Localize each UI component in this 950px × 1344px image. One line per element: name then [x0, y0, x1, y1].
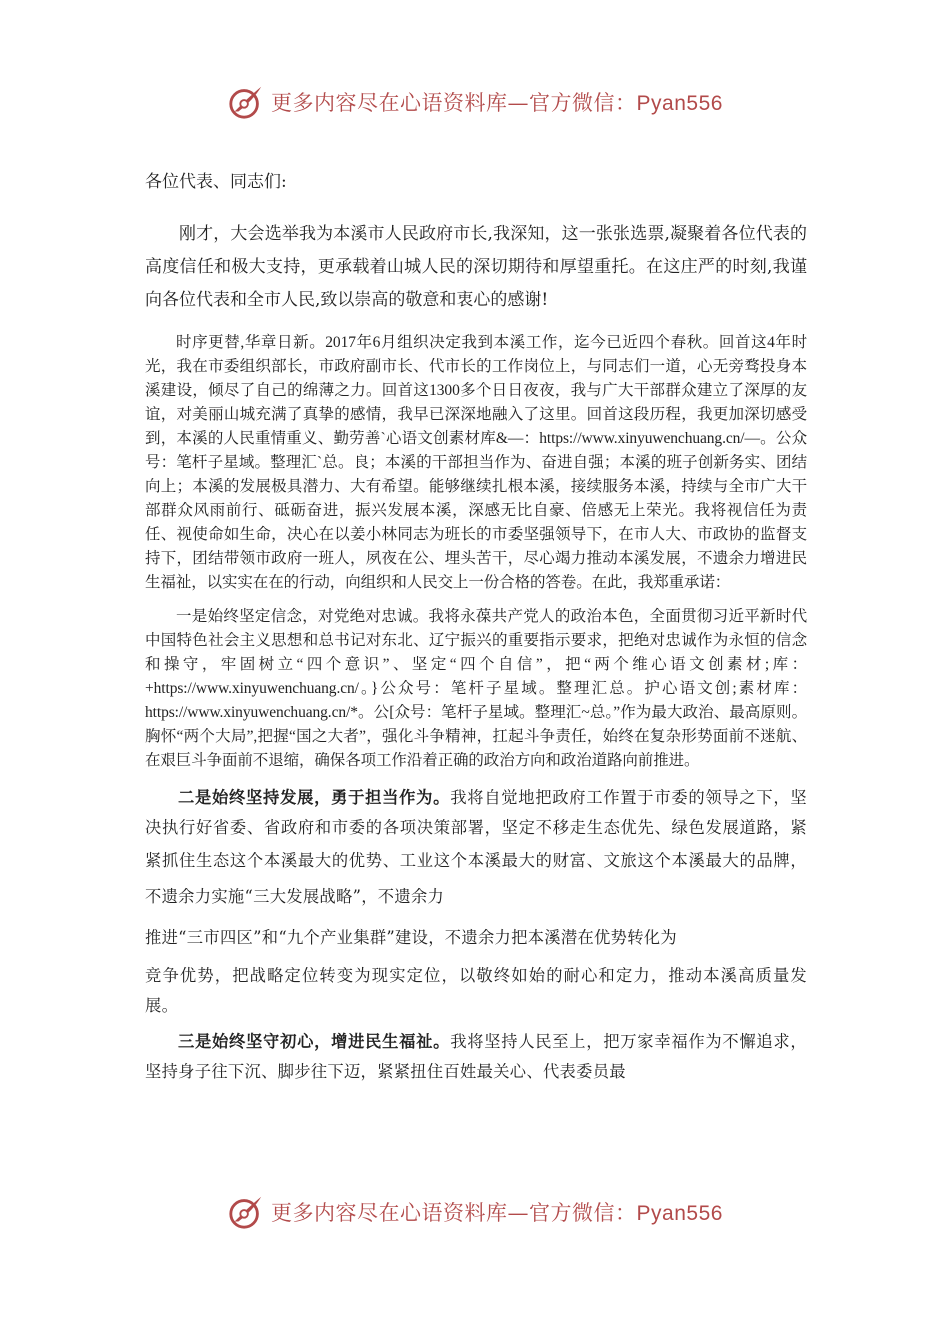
- paragraph-3: 一是始终坚定信念，对党绝对忠诚。我将永葆共产党人的政治本色，全面贯彻习近平新时代中国特色社会主义思想和总书记对东北、辽宁振兴的重要指示要求，把绝对忠诚作为永恒的信念和操守，牢固树立“四个意识”、坚定“四个自信”，把“两个维心语文创素材;库：+https://www.xinyuwenchuang.cn/。}公众号：笔杆子星域。整理汇总。护心语文创;素材库：https://www.xinyuwenchuang.cn/*。公[众号：笔杆子星域。整理汇~总。”作为最大政治、最高原则。胸怀“两个大局”,把握“国之大者”，强化斗争精神，扛起斗争责任，始终在复杂形势面前不迷航、在艰巨斗争面前不退缩，确保各项工作沿着正确的政治方向和政治道路向前推进。: [145, 608, 807, 769]
- feather-pen-logo-icon: [227, 1193, 265, 1231]
- paragraph-5-heading: 三是始终坚守初心，增进民生福祉。: [178, 1032, 451, 1051]
- banner-wechat-id: Pyan556: [636, 1202, 723, 1225]
- paragraph-4: [145, 783, 807, 1021]
- banner-wechat-id: Pyan556: [636, 92, 723, 115]
- banner-text-cn: 更多内容尽在心语资料库—官方微信：: [271, 1201, 637, 1225]
- footer-banner: [0, 1192, 950, 1232]
- paragraph-2: 时序更替,华章日新。2017年6月组织决定我到本溪工作，迄今已近四个春秋。回首这4年时光，我在市委组织部长，市政府副市长、代市长的工作岗位上，与同志们一道，心无旁骛投身本溪建设，倾尽了自己的绵薄之力。回首这1300多个日日夜夜，我与广大干部群众建立了深厚的友谊，对美丽山城充满了真挚的感情，我早已深深地融入了这里。回首这段历程，我更加深切感受到，本溪的人民重情重义、勤劳善`心语文创素材库&—：https://www.xinyuwenchuang.cn/—。公众号：笔杆子星域。整理汇`总。良；本溪的干部担当作为、奋进自强；本溪的班子创新务实、团结向上；本溪的发展极具潜力、大有希望。能够继续扎根本溪，接续服务本溪，持续与全市广大干部群众风雨前行、砥砺奋进，振兴发展本溪，深感无比自豪、倍感无上荣光。我将视信任为责任、视使命如生命，决心在以姜小林同志为班长的市委坚强领导下，在市人大、市政协的监督支持下，团结带领市政府一班人，夙夜在公、埋头苦干，尽心竭力推动本溪发展，不遗余力增进民生福祉，以实实在在的行动，向组织和人民交上一份合格的答卷。在此，我郑重承诺：: [145, 334, 808, 591]
- feather-pen-logo-icon: [227, 83, 265, 121]
- banner-text: [271, 87, 723, 117]
- paragraph-1: 刚才，大会选举我为本溪市人民政府市长,我深知，这一张张选票,凝聚着各位代表的高度信任和极大支持，更承载着山城人民的深切期待和厚望重托。在这庄严的时刻,我谨向各位代表和全市人民,致以崇高的敬意和衷心的感谢!: [145, 224, 807, 310]
- paragraph-4-part-2: 财富、文旅这个本溪最大的品牌，不遗余力实施“三大发展战略”，不遗余力: [145, 851, 807, 906]
- paragraph-4-heading: 二是始终坚持发展，勇于担当作为。: [178, 788, 451, 807]
- paragraph-5: [145, 1027, 807, 1087]
- paragraph-5-body: 我将坚持人民至上，把万家幸福作为不懈追求，坚持身子往下沉、脚步往下迈，紧紧扭住百姓最关心、代表委员最: [145, 1032, 807, 1081]
- paragraph-4-part-3: 推进“三市四区”和“九个产业集群”建设，不遗余力把本溪潜在优势转化为: [145, 928, 677, 947]
- paragraph-4-part-4: 竞争优势，把战略定位转变为现实定位，以敬终如始的耐心和定力，推动本溪高质量发展。: [145, 966, 807, 1015]
- banner-text: [271, 1197, 723, 1227]
- document-body: [145, 168, 807, 1087]
- header-banner: [0, 82, 950, 122]
- paragraph-4-part-1: 我将自觉地把政府工作置于市委的领导之下，坚决执行好省委、省政府和市委的各项决策部署，坚定不移走生态优先、绿色发展道路，紧紧抓住生态这个本溪最大的优势、工业这个本溪最大的: [145, 788, 807, 870]
- banner-text-cn: 更多内容尽在心语资料库—官方微信：: [271, 91, 637, 115]
- greeting: 各位代表、同志们:: [145, 172, 287, 192]
